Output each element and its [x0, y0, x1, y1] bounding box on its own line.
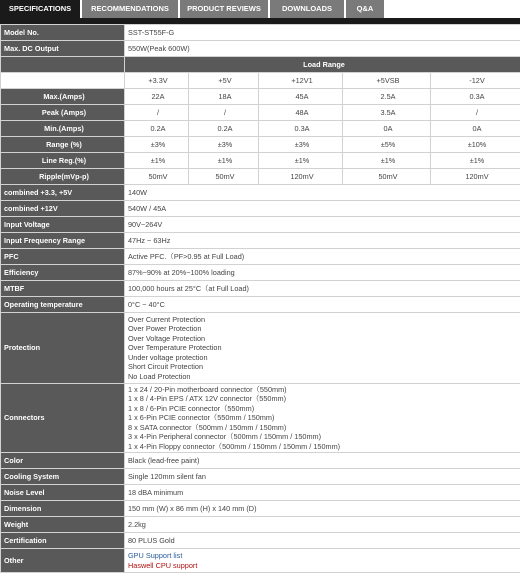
specifications-table: [0, 24, 520, 573]
spec-label: Certification: [1, 533, 125, 549]
protection-item: No Load Protection: [128, 371, 191, 381]
load-range-row-label: Line Reg.(%): [1, 153, 125, 169]
spec-label: Dimension: [1, 501, 125, 517]
spec-row-color: [1, 453, 520, 469]
load-range-row-label: Peak (Amps): [1, 105, 125, 121]
load-range-cell: ±10%: [431, 137, 520, 153]
spec-row-combined-12v: [1, 201, 520, 217]
spec-value: 87%~90% at 20%~100% loading: [125, 265, 520, 281]
spec-label: Connectors: [1, 384, 125, 453]
protection-item: Over Temperature Protection: [128, 343, 222, 353]
spec-label: Protection: [1, 313, 125, 384]
load-range-row-label: Min.(Amps): [1, 121, 125, 137]
protection-item: Under voltage protection: [128, 352, 208, 362]
spec-row-combined-33-5v: [1, 185, 520, 201]
load-range-cell: 120mV: [259, 169, 343, 185]
spec-value: 550W(Peak 600W): [125, 41, 520, 57]
load-range-cell: 0A: [431, 121, 520, 137]
load-range-cell: ±1%: [343, 153, 431, 169]
tab-downloads[interactable]: DOWNLOADS: [270, 0, 346, 18]
load-range-cell: ±3%: [189, 137, 259, 153]
spec-value: 0°C ~ 40°C: [125, 297, 520, 313]
spec-row-certification: [1, 533, 520, 549]
load-range-cell: 50mV: [189, 169, 259, 185]
load-range-row: [1, 89, 520, 105]
load-range-cell: 0A: [343, 121, 431, 137]
spec-row-mtbf: [1, 281, 520, 297]
load-range-cell: 50mV: [125, 169, 189, 185]
load-range-column: +12V1: [259, 73, 343, 89]
spec-row-protection: [1, 313, 520, 384]
load-range-cell: /: [431, 105, 520, 121]
spec-label: Color: [1, 453, 125, 469]
spec-label: Noise Level: [1, 485, 125, 501]
load-range-column: +3.3V: [125, 73, 189, 89]
spec-label: MTBF: [1, 281, 125, 297]
protection-item: Over Current Protection: [128, 315, 206, 325]
spec-value: 2.2kg: [125, 517, 520, 533]
connector-item: 1 x 8 / 6-Pin PCIE connector（550mm): [128, 403, 255, 413]
tab-product-reviews[interactable]: PRODUCT REVIEWS: [180, 0, 270, 18]
load-range-cell: 45A: [259, 89, 343, 105]
spec-value: 540W / 45A: [125, 201, 520, 217]
spec-value: 100,000 hours at 25°C（at Full Load): [125, 281, 520, 297]
spec-value: Black (lead-free paint): [125, 453, 520, 469]
spec-row-weight: [1, 517, 520, 533]
load-range-cell: ±3%: [125, 137, 189, 153]
load-range-header: [1, 57, 520, 73]
tab-qa[interactable]: Q&A: [346, 0, 386, 18]
spec-row-cooling-system: [1, 469, 520, 485]
spec-label: Input Voltage: [1, 217, 125, 233]
protection-item: Over Power Protection: [128, 324, 202, 334]
load-range-cell: 0.2A: [125, 121, 189, 137]
load-range-cell: ±5%: [343, 137, 431, 153]
spec-row-input-voltage: [1, 217, 520, 233]
load-range-column: +5V: [189, 73, 259, 89]
load-range-column: -12V: [431, 73, 520, 89]
spec-row-input-frequency: [1, 233, 520, 249]
load-range-row: [1, 153, 520, 169]
load-range-row: [1, 121, 520, 137]
load-range-cell: 48A: [259, 105, 343, 121]
other-links: [125, 549, 520, 573]
spec-row-max-dc-output: [1, 41, 520, 57]
tab-bar: [0, 0, 520, 18]
tab-specifications[interactable]: SPECIFICATIONS: [0, 0, 82, 18]
load-range-cell: 3.5A: [343, 105, 431, 121]
spec-label: PFC: [1, 249, 125, 265]
spec-value: 80 PLUS Gold: [125, 533, 520, 549]
connector-item: 8 x SATA connector（500mm / 150mm / 150mm): [128, 422, 287, 432]
spec-row-pfc: [1, 249, 520, 265]
spec-label: Other: [1, 549, 125, 573]
protection-item: Over Voltage Protection: [128, 333, 206, 343]
spec-value: 90V~264V: [125, 217, 520, 233]
connector-item: 1 x 8 / 4-Pin EPS / ATX 12V connector（550mm): [128, 394, 287, 404]
load-range-cell: 0.2A: [189, 121, 259, 137]
load-range-row: [1, 169, 520, 185]
spec-value: SST-ST55F-G: [125, 25, 520, 41]
spec-label: Efficiency: [1, 265, 125, 281]
load-range-column-row: [1, 73, 520, 89]
spec-label: combined +12V: [1, 201, 125, 217]
spec-label: Weight: [1, 517, 125, 533]
load-range-cell: ±1%: [189, 153, 259, 169]
load-range-spacer: [1, 73, 125, 89]
connectors-list: [125, 384, 520, 453]
load-range-corner: [1, 57, 125, 73]
load-range-column: +5VSB: [343, 73, 431, 89]
spec-value: 18 dBA minimum: [125, 485, 520, 501]
spec-label: Max. DC Output: [1, 41, 125, 57]
spec-row-dimension: [1, 501, 520, 517]
connector-item: 3 x 4-Pin Peripheral connector（500mm / 150mm / 150mm): [128, 432, 322, 442]
spec-value: Active PFC.（PF>0.95 at Full Load): [125, 249, 520, 265]
spec-label: Cooling System: [1, 469, 125, 485]
load-range-row: [1, 137, 520, 153]
tab-bar-spacer: [386, 0, 520, 18]
spec-row-operating-temperature: [1, 297, 520, 313]
spec-value: 150 mm (W) x 86 mm (H) x 140 mm (D): [125, 501, 520, 517]
haswell-cpu-support-link[interactable]: Haswell CPU support: [128, 560, 198, 570]
load-range-cell: 50mV: [343, 169, 431, 185]
connector-item: 1 x 4-Pin Floppy connector（500mm / 150mm / 150mm / 150mm): [128, 441, 341, 451]
load-range-cell: 18A: [189, 89, 259, 105]
spec-row-connectors: [1, 384, 520, 453]
load-range-row-label: Range (%): [1, 137, 125, 153]
tab-recommendations[interactable]: RECOMMENDATIONS: [82, 0, 180, 18]
spec-label: combined +3.3, +5V: [1, 185, 125, 201]
load-range-cell: 22A: [125, 89, 189, 105]
load-range-title: Load Range: [125, 57, 520, 73]
load-range-row-label: Max.(Amps): [1, 89, 125, 105]
load-range-cell: 120mV: [431, 169, 520, 185]
spec-value: 47Hz ~ 63Hz: [125, 233, 520, 249]
load-range-row-label: Ripple(mVp-p): [1, 169, 125, 185]
load-range-cell: 0.3A: [431, 89, 520, 105]
load-range-cell: /: [125, 105, 189, 121]
spec-label: Operating temperature: [1, 297, 125, 313]
spec-value: Single 120mm silent fan: [125, 469, 520, 485]
spec-label: Input Frequency Range: [1, 233, 125, 249]
load-range-cell: ±3%: [259, 137, 343, 153]
spec-label: Model No.: [1, 25, 125, 41]
load-range-row: [1, 105, 520, 121]
connector-item: 1 x 24 / 20-Pin motherboard connector（550mm): [128, 385, 287, 395]
load-range-cell: 2.5A: [343, 89, 431, 105]
spec-row-other: [1, 549, 520, 573]
spec-row-efficiency: [1, 265, 520, 281]
load-range-cell: 0.3A: [259, 121, 343, 137]
spec-row-model: [1, 25, 520, 41]
gpu-support-list-link[interactable]: GPU Support list: [128, 551, 183, 561]
connector-item: 1 x 6-Pin PCIE connector（550mm / 150mm): [128, 413, 275, 423]
load-range-cell: ±1%: [125, 153, 189, 169]
load-range-cell: /: [189, 105, 259, 121]
spec-row-noise-level: [1, 485, 520, 501]
spec-value: 140W: [125, 185, 520, 201]
protection-item: Short Circuit Protection: [128, 362, 204, 372]
load-range-cell: ±1%: [259, 153, 343, 169]
protection-list: [125, 313, 520, 384]
load-range-cell: ±1%: [431, 153, 520, 169]
